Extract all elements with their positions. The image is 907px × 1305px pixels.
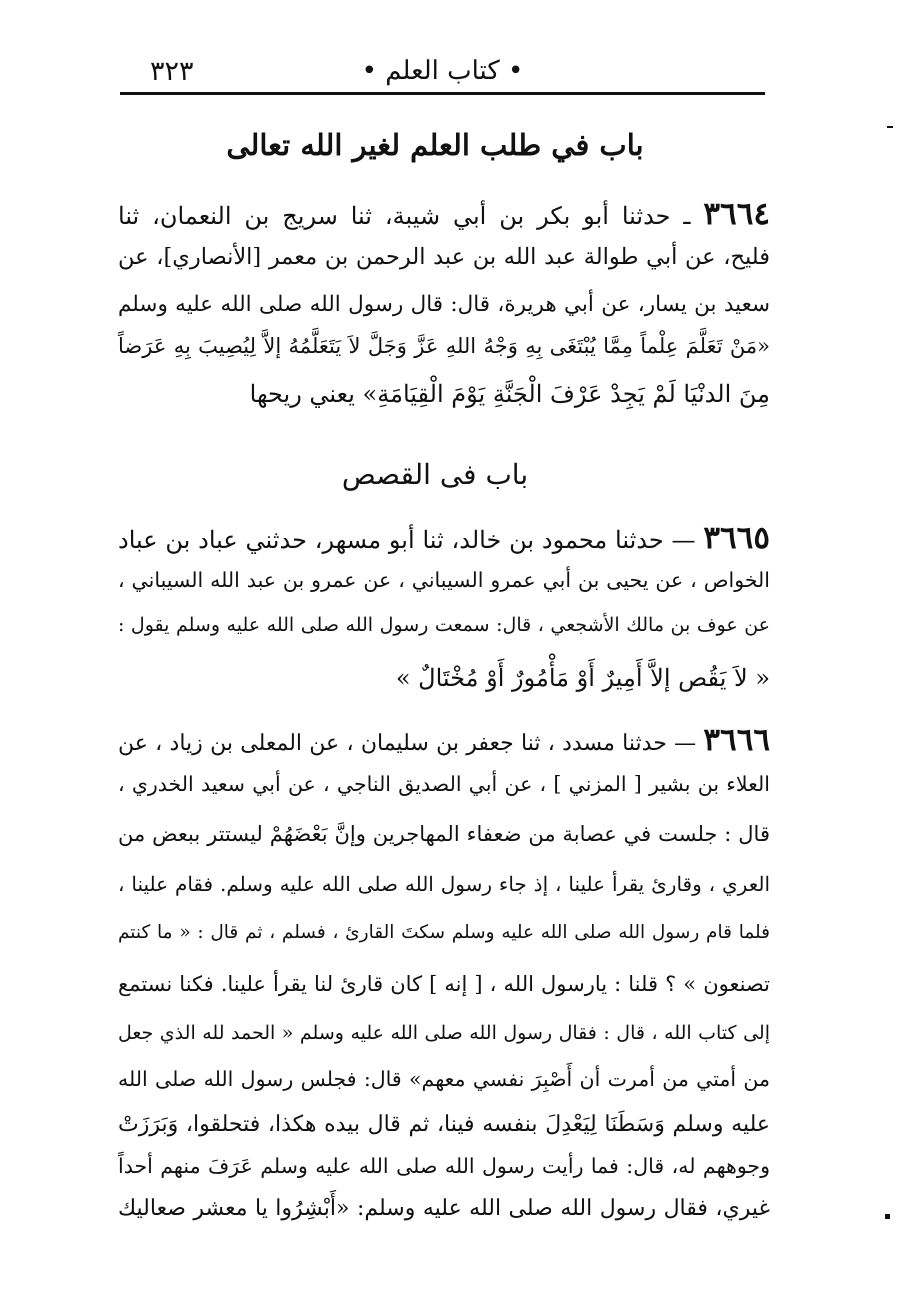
- hadith-number: ٣٦٦٥: [703, 520, 770, 556]
- header-rule: [120, 92, 765, 95]
- scan-speck: [887, 126, 893, 128]
- chapter-heading-seeking-knowledge: باب في طلب العلم لغير الله تعالى: [226, 128, 644, 162]
- hadith-number: ٣٦٦٤: [703, 196, 770, 232]
- chapter-heading-storytelling: باب فى القصص: [341, 458, 529, 491]
- running-title: • كتاب العلم •: [361, 56, 524, 86]
- hadith-number: ٣٦٦٦: [703, 722, 770, 758]
- scan-speck: [885, 1214, 890, 1219]
- page-header: [120, 48, 765, 94]
- book-page: ٣٢٣ • كتاب العلم • باب في طلب العلم لغير الله تعالى ٣٦٦٤ ـ حدثنا أبو بكر بن أبي شيبة، ثنا سريج بن النعمان، ثنا فليح، عن أبي طوالة عبد الله بن عبد الرحمن بن معمر [الأنصاري]، عن سعيد بن يسار، عن أبي هريرة، قال: قال رسول الله صلى الله عليه وسلم «مَنْ تَعَلَّمَ عِلْماً مِمَّا يُبْتَغَى بِهِ وَجْهُ اللهِ عَزَّ وَجَلَّ لاَ يَتَعَلَّمُهُ إلاَّ لِيُصِيبَ بِهِ عَرَضاً مِنَ الدنْيَا لَمْ يَجِدْ عَرْفَ الْجَنَّةِ يَوْمَ الْقِيَامَةِ» يعني ريحها باب فى القصص ٣٦٦٥ — حدثنا محمود بن خالد، ثنا أبو مسهر، حدثني عباد بن عباد الخواص ، عن يحيى بن أبي عمرو السيباني ، عن عمرو بن عبد الله السيباني ، عن عوف بن مالك الأشجعي ، قال: سمعت رسول الله صلى الله عليه وسلم يقول : « لاَ يَقُص إلاَّ أَمِيرٌ أَوْ مَأْمُورٌ أَوْ مُخْتَالٌ » ٣٦٦٦ — حدثنا مسدد ، ثنا جعفر بن سليمان ، عن المعلى بن زياد ، عن العلاء بن بشير [ المزني ] ، عن أبي الصديق الناجي ، عن أبي سعيد الخدري ، قال : جلست في عصابة من ضعفاء المهاجرين وإنَّ بَعْضَهُمْ ليستتر ببعض من العري ، وقارئ يقرأ علينا ، إذ جاء رسول الله صلى الله عليه وسلم. فقام علينا ، فلما قام رسول الله صلى الله عليه وسلم سكتَ القارئ ، فسلم ، ثم قال : « ما كنتم تصنعون » ؟ قلنا : يارسول الله ، [ إنه ] كان قارئ لنا يقرأ علينا. فكنا نستمع إلى كتاب الله ، قال : فقال رسول الله صلى الله عليه وسلم « الحمد لله الذي جعل من أمتي من أمرت أن أَصْبِرَ نفسي معهم» قال: فجلس رسول الله صلى الله عليه وسلم وَسَطَنَا لِيَعْدِلَ بنفسه فينا، ثم قال بيده هكذا، فتحلقوا، وَبَرَزَتْ وجوههم له، قال: فما رأيت رسول الله صلى الله عليه وسلم عَرَفَ منهم أحداً غيري، فقال رسول الله صلى الله عليه وسلم: «أَبْشِرُوا يا معشر صعاليك: [0, 0, 907, 1305]
- page-number: ٣٢٣: [150, 56, 194, 87]
